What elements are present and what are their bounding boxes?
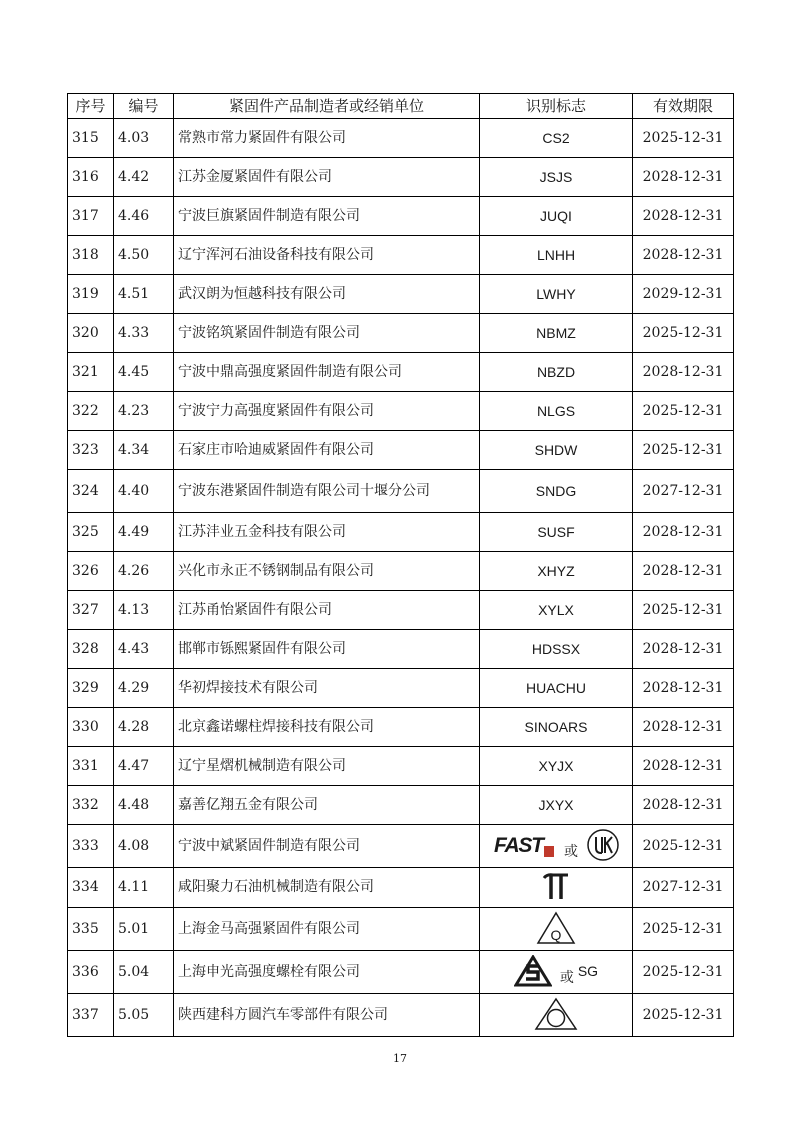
row-company: 江苏甬怡紧固件有限公司 — [174, 591, 480, 630]
row-mark — [480, 951, 633, 994]
table-row — [68, 868, 734, 908]
row-company: 辽宁星熠机械制造有限公司 — [174, 747, 480, 786]
row-expiry: 2025-12-31 — [633, 908, 734, 951]
row-expiry: 2028-12-31 — [633, 158, 734, 197]
registry-table — [67, 93, 734, 1037]
row-company: 江苏金厦紧固件有限公司 — [174, 158, 480, 197]
row-code: 4.23 — [114, 392, 174, 431]
row-expiry: 2028-12-31 — [633, 630, 734, 669]
row-serial: 316 — [68, 158, 114, 197]
table-row — [68, 630, 734, 669]
row-expiry: 2028-12-31 — [633, 552, 734, 591]
table-row — [68, 708, 734, 747]
table-row — [68, 552, 734, 591]
row-mark — [480, 994, 633, 1037]
row-mark: JXYX — [480, 786, 633, 825]
row-company: 上海申光高强度螺栓有限公司 — [174, 951, 480, 994]
row-mark: SINOARS — [480, 708, 633, 747]
row-serial: 326 — [68, 552, 114, 591]
table-row — [68, 513, 734, 552]
row-serial: 333 — [68, 825, 114, 868]
row-code: 4.13 — [114, 591, 174, 630]
row-company: 常熟市常力紧固件有限公司 — [174, 119, 480, 158]
row-mark: SHDW — [480, 431, 633, 470]
table-row — [68, 236, 734, 275]
header-expiry: 有效期限 — [633, 94, 734, 119]
row-mark: SUSF — [480, 513, 633, 552]
row-serial: 324 — [68, 470, 114, 513]
row-expiry: 2029-12-31 — [633, 275, 734, 314]
table-row — [68, 786, 734, 825]
row-code: 4.26 — [114, 552, 174, 591]
row-serial: 321 — [68, 353, 114, 392]
row-company: 宁波宁力高强度紧固件有限公司 — [174, 392, 480, 431]
row-code: 4.45 — [114, 353, 174, 392]
row-expiry: 2027-12-31 — [633, 868, 734, 908]
row-expiry: 2025-12-31 — [633, 951, 734, 994]
row-expiry: 2028-12-31 — [633, 708, 734, 747]
row-company: 陕西建科方圆汽车零部件有限公司 — [174, 994, 480, 1037]
or-label: 或 — [564, 843, 578, 860]
table-row — [68, 747, 734, 786]
table-row — [68, 951, 734, 994]
row-mark: XYJX — [480, 747, 633, 786]
table-row — [68, 669, 734, 708]
row-serial: 330 — [68, 708, 114, 747]
row-serial: 315 — [68, 119, 114, 158]
row-mark: HDSSX — [480, 630, 633, 669]
row-mark: SNDG — [480, 470, 633, 513]
row-company: 华初焊接技术有限公司 — [174, 669, 480, 708]
row-serial: 317 — [68, 197, 114, 236]
table-row — [68, 994, 734, 1037]
row-serial: 334 — [68, 868, 114, 908]
row-code: 4.34 — [114, 431, 174, 470]
table-row — [68, 392, 734, 431]
row-company: 武汉朗为恒越科技有限公司 — [174, 275, 480, 314]
row-company: 宁波铭筑紧固件制造有限公司 — [174, 314, 480, 353]
row-expiry: 2025-12-31 — [633, 591, 734, 630]
row-code: 4.46 — [114, 197, 174, 236]
row-company: 北京鑫诺螺柱焊接科技有限公司 — [174, 708, 480, 747]
page-number: 17 — [393, 1052, 407, 1065]
triangle-q-icon — [536, 911, 576, 948]
row-serial: 320 — [68, 314, 114, 353]
row-serial: 319 — [68, 275, 114, 314]
row-code: 5.04 — [114, 951, 174, 994]
table-row — [68, 470, 734, 513]
header-company: 紧固件产品制造者或经销单位 — [174, 94, 480, 119]
table-row — [68, 275, 734, 314]
row-serial: 318 — [68, 236, 114, 275]
row-code: 4.48 — [114, 786, 174, 825]
row-mark: XYLX — [480, 591, 633, 630]
sg-mark: SG — [577, 962, 599, 979]
table-row — [68, 314, 734, 353]
row-mark: NLGS — [480, 392, 633, 431]
row-mark — [480, 908, 633, 951]
table-row — [68, 591, 734, 630]
row-mark: LNHH — [480, 236, 633, 275]
row-expiry: 2025-12-31 — [633, 825, 734, 868]
row-mark: XHYZ — [480, 552, 633, 591]
row-serial: 331 — [68, 747, 114, 786]
fast-logo-icon — [492, 831, 556, 862]
row-expiry: 2025-12-31 — [633, 392, 734, 431]
row-code: 5.05 — [114, 994, 174, 1037]
row-company: 辽宁浑河石油设备科技有限公司 — [174, 236, 480, 275]
row-expiry: 2027-12-31 — [633, 470, 734, 513]
table-row — [68, 353, 734, 392]
row-expiry: 2028-12-31 — [633, 353, 734, 392]
header-serial: 序号 — [68, 94, 114, 119]
row-company: 石家庄市哈迪威紧固件有限公司 — [174, 431, 480, 470]
row-company: 宁波东港紧固件制造有限公司十堰分公司 — [174, 470, 480, 513]
row-code: 4.40 — [114, 470, 174, 513]
row-serial: 332 — [68, 786, 114, 825]
row-expiry: 2025-12-31 — [633, 431, 734, 470]
row-mark — [480, 825, 633, 868]
row-mark: CS2 — [480, 119, 633, 158]
row-expiry: 2025-12-31 — [633, 119, 734, 158]
row-code: 4.29 — [114, 669, 174, 708]
row-expiry: 2028-12-31 — [633, 513, 734, 552]
row-serial: 335 — [68, 908, 114, 951]
row-mark: HUACHU — [480, 669, 633, 708]
row-company: 上海金马高强紧固件有限公司 — [174, 908, 480, 951]
row-company: 兴化市永正不锈钢制品有限公司 — [174, 552, 480, 591]
table-row — [68, 119, 734, 158]
table-header-row — [68, 94, 734, 119]
row-serial: 327 — [68, 591, 114, 630]
row-code: 4.08 — [114, 825, 174, 868]
row-code: 4.51 — [114, 275, 174, 314]
row-code: 5.01 — [114, 908, 174, 951]
row-company: 江苏沣业五金科技有限公司 — [174, 513, 480, 552]
row-serial: 328 — [68, 630, 114, 669]
row-company: 嘉善亿翔五金有限公司 — [174, 786, 480, 825]
row-serial: 337 — [68, 994, 114, 1037]
circle-monogram-icon — [586, 828, 620, 865]
triangle-circle-icon — [534, 997, 578, 1034]
triangle-s-icon — [514, 955, 552, 990]
row-company: 宁波巨旗紧固件制造有限公司 — [174, 197, 480, 236]
triangle-q-letter: Q — [550, 926, 562, 943]
row-mark: LWHY — [480, 275, 633, 314]
row-expiry: 2028-12-31 — [633, 669, 734, 708]
row-company: 邯郸市铄熙紧固件有限公司 — [174, 630, 480, 669]
row-serial: 323 — [68, 431, 114, 470]
row-code: 4.50 — [114, 236, 174, 275]
table-row — [68, 825, 734, 868]
row-code: 4.11 — [114, 868, 174, 908]
row-code: 4.28 — [114, 708, 174, 747]
or-label: 或 — [559, 969, 574, 986]
row-expiry: 2028-12-31 — [633, 236, 734, 275]
row-expiry: 2028-12-31 — [633, 747, 734, 786]
row-code: 4.33 — [114, 314, 174, 353]
svg-text:FAST: FAST — [494, 833, 545, 857]
row-mark — [480, 868, 633, 908]
row-expiry: 2025-12-31 — [633, 314, 734, 353]
table-row — [68, 197, 734, 236]
row-mark: NBZD — [480, 353, 633, 392]
table-row — [68, 158, 734, 197]
table-row — [68, 908, 734, 951]
row-serial: 322 — [68, 392, 114, 431]
row-code: 4.49 — [114, 513, 174, 552]
row-mark: NBMZ — [480, 314, 633, 353]
row-company: 宁波中鼎高强度紧固件制造有限公司 — [174, 353, 480, 392]
table-row — [68, 431, 734, 470]
row-company: 咸阳聚力石油机械制造有限公司 — [174, 868, 480, 908]
row-code: 4.43 — [114, 630, 174, 669]
row-serial: 329 — [68, 669, 114, 708]
pi-symbol-icon — [541, 870, 571, 905]
row-mark: JUQI — [480, 197, 633, 236]
row-serial: 336 — [68, 951, 114, 994]
row-code: 4.47 — [114, 747, 174, 786]
row-expiry: 2028-12-31 — [633, 197, 734, 236]
row-mark: JSJS — [480, 158, 633, 197]
row-code: 4.42 — [114, 158, 174, 197]
header-code: 编号 — [114, 94, 174, 119]
header-mark: 识别标志 — [480, 94, 633, 119]
row-serial: 325 — [68, 513, 114, 552]
row-company: 宁波中斌紧固件制造有限公司 — [174, 825, 480, 868]
row-expiry: 2025-12-31 — [633, 994, 734, 1037]
row-code: 4.03 — [114, 119, 174, 158]
row-expiry: 2028-12-31 — [633, 786, 734, 825]
